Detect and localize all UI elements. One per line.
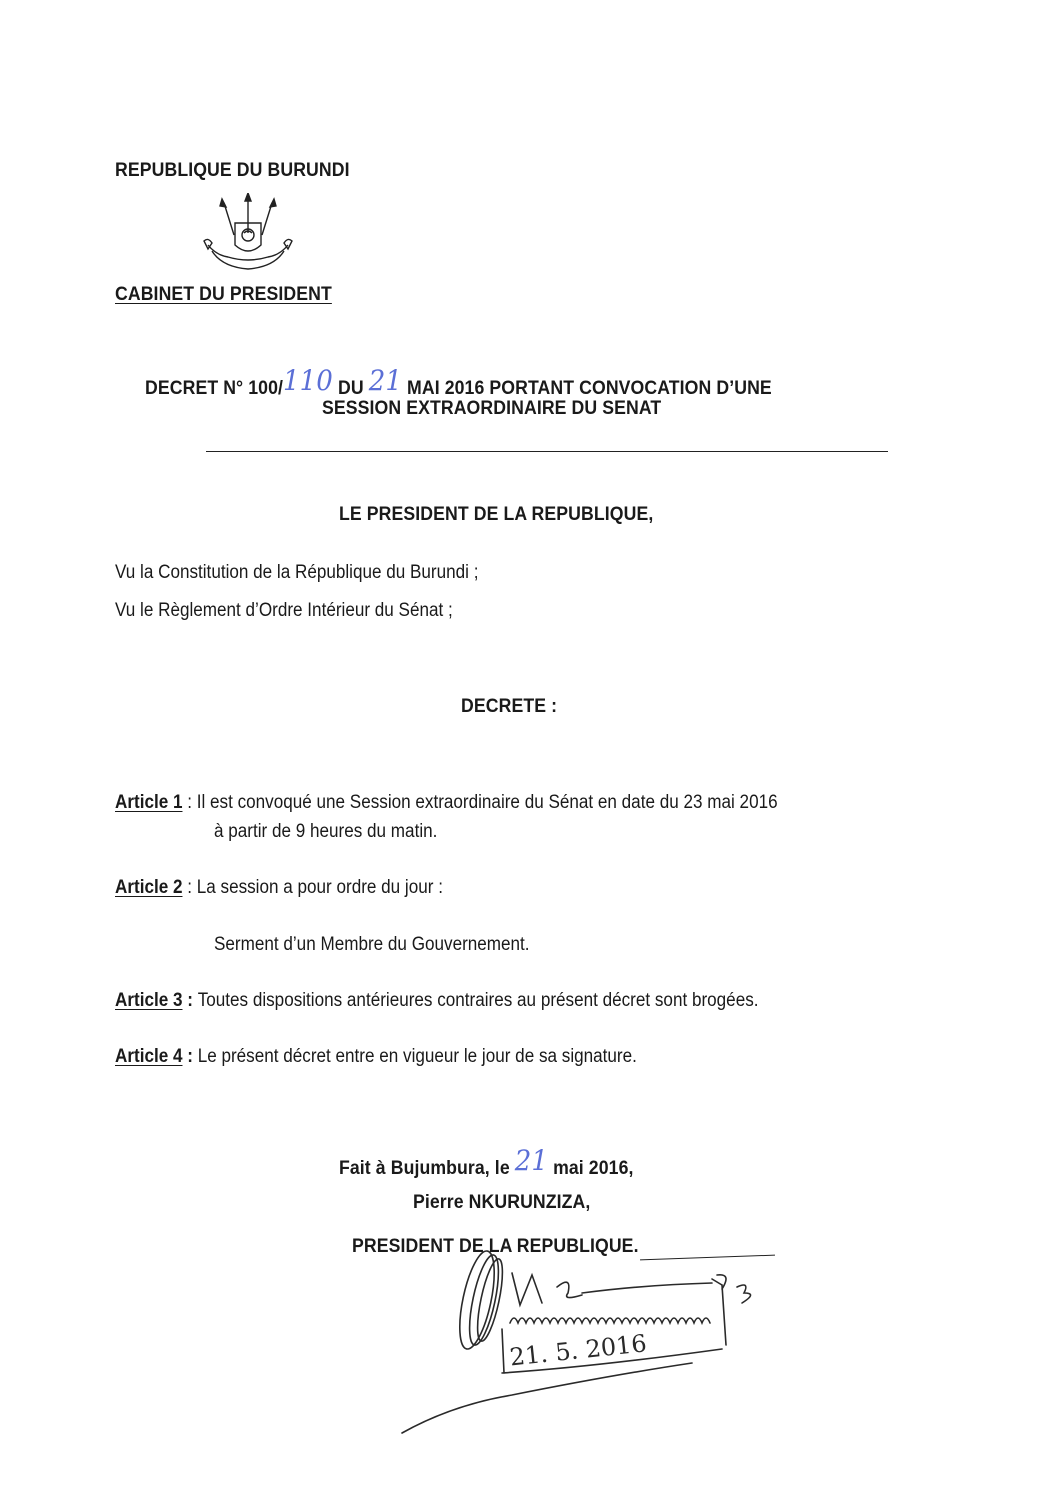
closing-day-handwritten: 21	[514, 1144, 549, 1177]
article-2	[115, 877, 443, 899]
article-2-sep: :	[182, 877, 197, 898]
signatory-name: Pierre NKURUNZIZA,	[413, 1192, 591, 1213]
office-heading: CABINET DU PRESIDENT	[115, 284, 332, 305]
handwritten-signature	[392, 1245, 762, 1435]
article-3-label: Article 3	[115, 990, 183, 1011]
closing-place-suffix: mai 2016,	[548, 1158, 634, 1179]
article-4-sep: :	[182, 1046, 198, 1067]
article-1	[115, 792, 778, 814]
signature-date-handwritten: 21. 5. 2016	[508, 1329, 648, 1372]
article-3-sep: :	[182, 990, 198, 1011]
article-2-label: Article 2	[115, 877, 183, 898]
article-1-sep: :	[182, 792, 197, 813]
article-4-label: Article 4	[115, 1046, 183, 1067]
decree-title-line1	[145, 364, 772, 401]
closing-place-date	[339, 1144, 634, 1181]
article-1-text-line2: à partir de 9 heures du matin.	[214, 821, 438, 842]
consideration-reglement: Vu le Règlement d’Ordre Intérieur du Sénat ;	[115, 600, 453, 621]
decree-title-line2: SESSION EXTRAORDINAIRE DU SENAT	[322, 398, 662, 419]
article-3	[115, 990, 759, 1012]
closing-place-prefix: Fait à Bujumbura, le	[339, 1158, 515, 1179]
decrete-heading: DECRETE :	[461, 696, 558, 717]
article-4-text: Le présent décret entre en vigueur le jour de sa signature.	[197, 1046, 637, 1067]
decree-day-handwritten: 21	[368, 364, 403, 397]
coat-of-arms-emblem	[198, 193, 298, 277]
country-heading: REPUBLIQUE DU BURUNDI	[115, 160, 350, 181]
article-1-label: Article 1	[115, 792, 183, 813]
authority-heading: LE PRESIDENT DE LA REPUBLIQUE,	[339, 504, 654, 525]
article-1-text: Il est convoqué une Session extraordinaire du Sénat en date du 23 mai 2016	[196, 792, 778, 813]
article-2-agenda: Serment d’un Membre du Gouvernement.	[214, 934, 530, 955]
decree-title-rest: MAI 2016 PORTANT CONVOCATION D’UNE	[402, 378, 772, 399]
decree-number-prefix: DECRET N° 100/	[145, 378, 283, 399]
consideration-constitution: Vu la Constitution de la République du Burundi ;	[115, 562, 479, 583]
signatory-title: PRESIDENT DE LA REPUBLIQUE.	[352, 1236, 639, 1257]
article-4	[115, 1046, 637, 1068]
decree-du: DU	[332, 378, 369, 399]
article-3-text: Toutes dispositions antérieures contraires au présent décret sont brogées.	[197, 990, 759, 1011]
article-2-text: La session a pour ordre du jour :	[196, 877, 443, 898]
title-divider	[206, 451, 888, 452]
decree-number-handwritten: 110	[282, 364, 333, 397]
